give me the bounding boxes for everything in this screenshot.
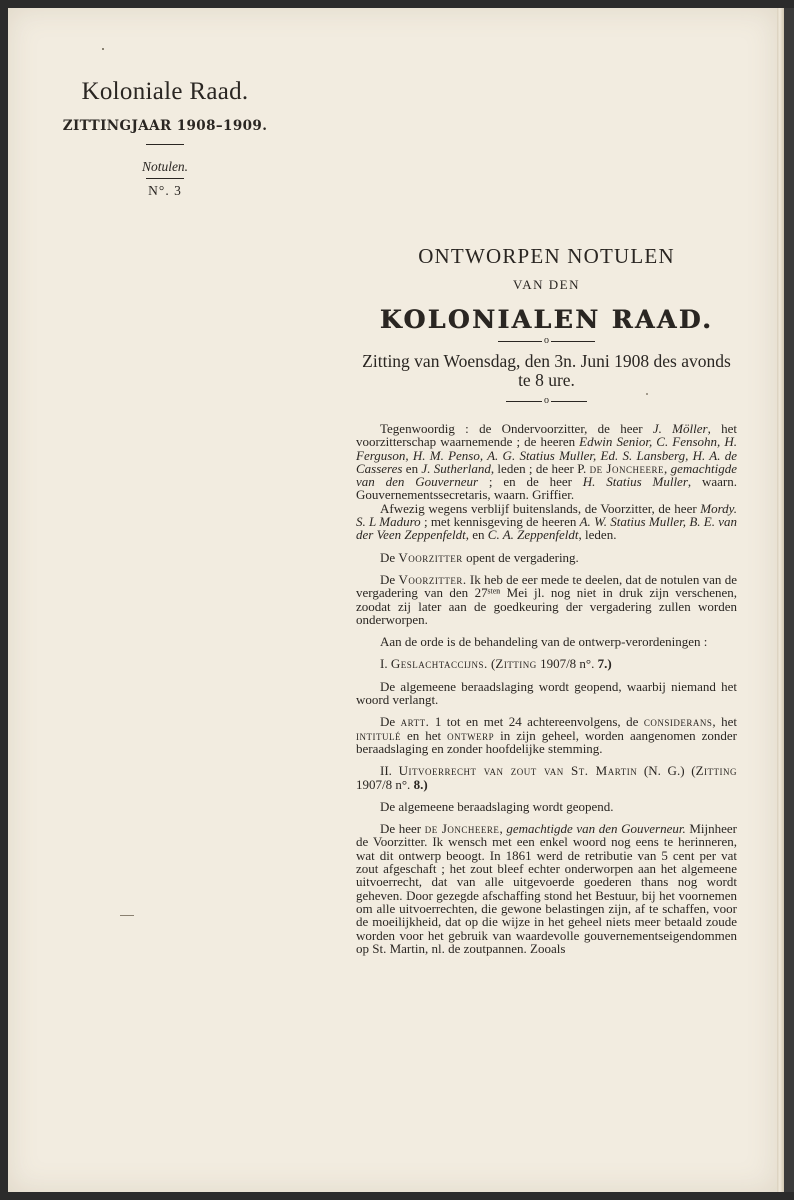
ornament-rule: o [356,336,737,346]
paper-speck [102,48,104,50]
margin-mark [120,915,134,916]
deliberation-paragraph: De algemeene beraadslaging wordt geopend, waarbij niemand het woord verlangt. [356,678,737,708]
left-header [40,78,290,199]
attendance-paragraph: Tegenwoordig : de Ondervoorzitter, de heer J. Möller, het voorzitterschap waarnemende ; de heeren Edwin Senior, C. Fensohn, H. Ferguson, H. M. Penso, A. G. Statius Muller, Ed. S. Lansberg, H. A. de Casseres en J. Sutherland, leden ; de heer P. de Joncheere, gemachtigde van den Gouverneur ; en de heer H. Statius Muller, waarn. Gouvernementssecretaris, waarn. Griffier. [356,421,737,503]
adoption-paragraph: De artt. 1 tot en met 24 achtereenvolgens, de considerans, het intitulé en het ontwerp in zijn geheel, worden aangenomen zonder beraadslaging en zonder hoofdelijke stemming. [356,714,738,756]
deliberation-opened: De algemeene beraadslaging wordt geopend. [380,798,614,814]
scan-edge [784,8,794,1192]
session-year: ZITTINGJAAR 1908–1909. [62,118,268,134]
notulen-label: Notulen. [141,159,189,174]
chairman-statement: De Voorzitter. Ik heb de eer mede te deelen, dat de notulen van de vergadering van den 27ˢᵗᵉⁿ Mei jl. nog niet in druk zijn verschenen, zoodat zij later aan de goedkeuring der vergadering zullen worden onderworpen. [356,571,737,627]
absence-paragraph: Afwezig wegens verblijf buitenslands, de Voorzitter, de heer Mordy. S. L Maduro ; met kennisgeving de heeren A. W. Statius Muller, B. E. van der Veen Zeppenfeldt, en C. A. Zeppenfeldt, leden. [356,500,737,543]
divider [146,178,184,179]
document-title: ONTWORPEN NOTULEN [418,244,675,268]
opening-paragraph: De Voorzitter opent de vergadering. [380,549,579,565]
agenda-paragraph: Aan de orde is de behandeling van de ontwerp-verordeningen : [380,634,708,650]
speech-paragraph: De heer de Joncheere, gemachtigde van den Gouverneur. Mijnheer de Voorzitter. Ik wensch met een enkel woord nog eens te herinneren, wat dit ontwerp beoogt. In 1861 werd de retributie van 5 cent per vat zout afgeschaft ; het zout bleef echter onderworpen aan het algemeene uitvoerrecht, dat van alle uitgevoerde goederen thans nog wordt geheven. Door gezegde afschaffing stond het Bestuur, bij het voornemen om alle uitvoerrechten, die gewone belastingen zijn, af te schaffen, voor de moeilijkheid, dat op die wijze in het geheel niets meer betaald zoude worden voor het gebruik van waardevolle gouvernementseigendommen op St. Martin, nl. de zoutpannen. Zooals [356,821,738,956]
title-subline: VAN DEN [513,277,580,292]
minutes-body [356,422,737,955]
ornament-rule: o [356,396,737,406]
page-spine [777,8,784,1192]
document-number: N°. 3 [148,183,182,198]
agenda-item-2: II. Uitvoerrecht van zout van St. Martin (N. G.) (Zitting 1907/8 n°. 8.) [356,763,737,792]
divider [146,144,184,145]
agenda-item-1: I. Geslachtaccijns. (Zitting 1907/8 n°. 7.) [380,656,612,672]
main-column [356,244,737,964]
council-title: Koloniale Raad. [81,78,249,105]
session-date: Zitting van Woensdag, den 3n. Juni 1908 des avonds te 8 ure. [362,351,731,390]
council-name: KOLONIALEN RAAD. [379,305,714,334]
